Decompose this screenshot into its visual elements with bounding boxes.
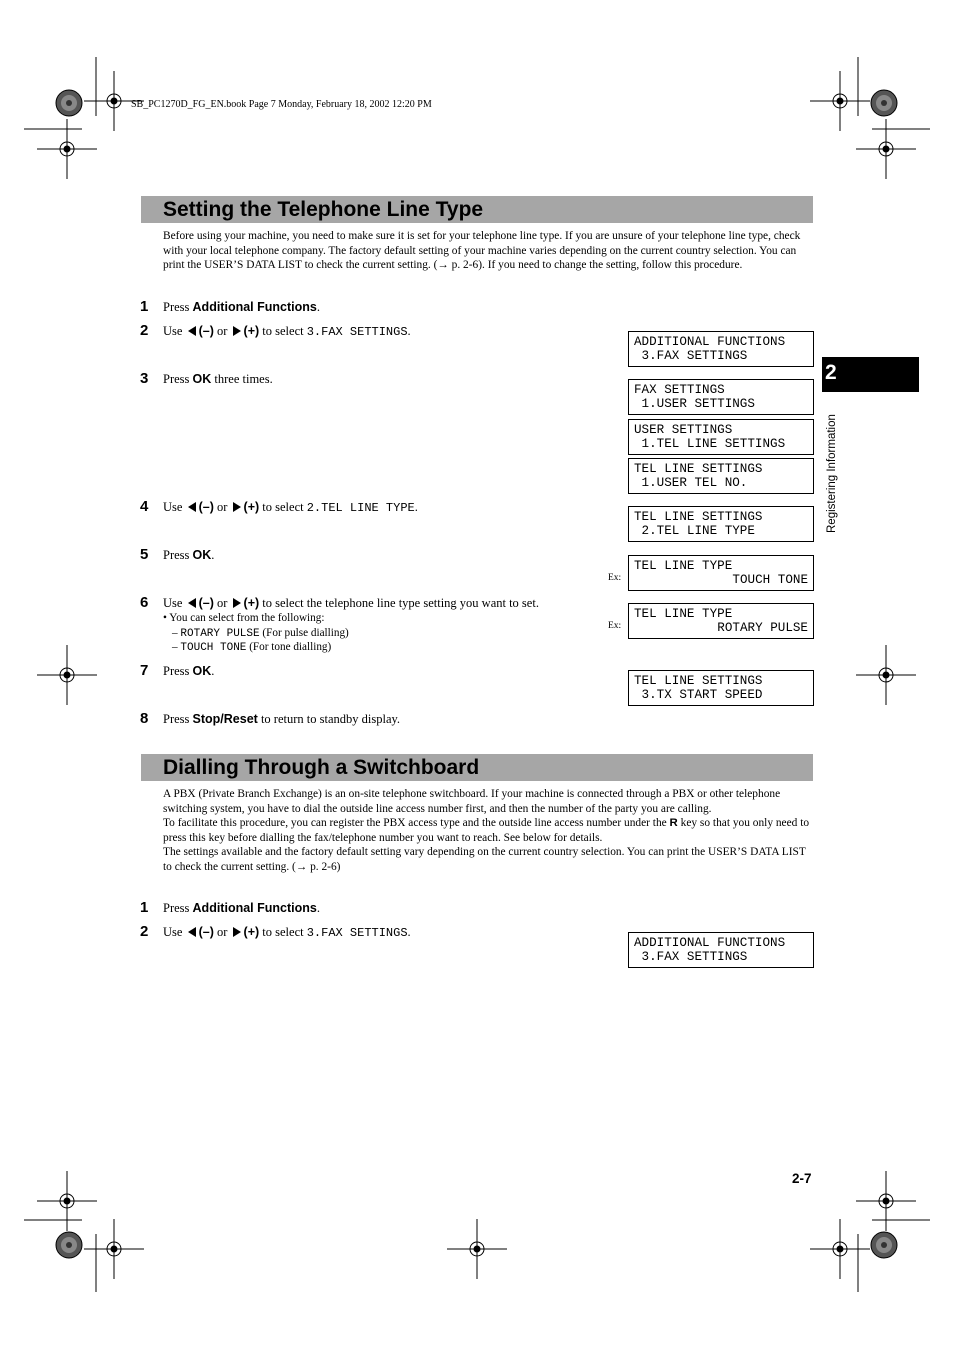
step-text: Press OK.: [163, 548, 215, 562]
color-target: [871, 90, 897, 116]
right-arrow-icon: [233, 927, 241, 937]
color-target: [56, 90, 82, 116]
step-number: 4: [140, 498, 149, 515]
crop-mark: [856, 1171, 916, 1231]
section-intro: [163, 787, 813, 874]
example-label: Ex:: [608, 573, 622, 583]
step-text: Use (–) or (+) to select 3.FAX SETTINGS.: [163, 324, 411, 339]
step-text: Press OK.: [163, 664, 215, 678]
crop-mark: [810, 71, 870, 131]
lcd-display: ADDITIONAL FUNCTIONS 3.FAX SETTINGS: [628, 331, 814, 367]
lcd-display: FAX SETTINGS 1.USER SETTINGS: [628, 379, 814, 415]
section-intro: [163, 229, 813, 273]
lcd-display: ADDITIONAL FUNCTIONS 3.FAX SETTINGS: [628, 932, 814, 968]
step-text: Use (–) or (+) to select 3.FAX SETTINGS.: [163, 925, 411, 940]
key-label: Stop/Reset: [192, 712, 258, 726]
menu-code: 3.FAX SETTINGS: [306, 325, 408, 339]
step-number: 1: [140, 298, 149, 315]
step-text: Press OK three times.: [163, 372, 273, 386]
section-title: Dialling Through a Switchboard: [163, 756, 480, 779]
step-number: 6: [140, 594, 149, 611]
section-header-bar: [141, 754, 813, 781]
section-header-bar: [141, 196, 813, 223]
menu-code: 3.FAX SETTINGS: [306, 926, 408, 940]
crop-mark: [37, 1171, 97, 1231]
crop-mark: [37, 645, 97, 705]
step-text: Use (–) or (+) to select the telephone line type setting you want to set.: [163, 596, 539, 610]
step-number: 5: [140, 546, 149, 563]
key-label: OK: [192, 664, 212, 678]
left-arrow-icon: [188, 502, 196, 512]
crop-mark: [856, 119, 916, 179]
left-arrow-icon: [188, 927, 196, 937]
chapter-tab: 2: [822, 357, 919, 392]
step-text: Press Additional Functions.: [163, 901, 320, 915]
key-label: Additional Functions: [192, 300, 317, 314]
color-target: [56, 1232, 82, 1258]
lcd-display: TEL LINE TYPE ROTARY PULSE: [628, 603, 814, 639]
step-number: 2: [140, 322, 149, 339]
key-label: OK: [192, 372, 212, 386]
step-text: Press Additional Functions.: [163, 300, 320, 314]
right-arrow-icon: [233, 326, 241, 336]
left-arrow-icon: [188, 598, 196, 608]
intro-text: A PBX (Private Branch Exchange) is an on-site telephone switchboard. If your machine is connected through a PBX or other telephone switching system, you have to dial the outside line access number first, and then the number of the party you are calling.: [163, 788, 781, 815]
menu-code: 2.TEL LINE TYPE: [306, 501, 415, 515]
intro-text: Before using your machine, you need to make sure it is set for your telephone line type. If you are unsure of your telephone line type, check with your local telephone company. The factory default setting of your machine varies depending on the current country selection. You can print the USER’S DATA LIST to check the current setting. (→ p. 2-6). If you need to change the setting, follow this procedure.: [163, 230, 801, 271]
step-text: Press Stop/Reset to return to standby display.: [163, 712, 401, 726]
intro-text: The settings available and the factory default setting vary depending on the current country selection. You can print the USER’S DATA LIST to check the current setting. (→ p. 2-6): [163, 846, 806, 873]
option-touch: – TOUCH TONE (For tone dialling): [172, 641, 332, 654]
intro-text: To facilitate this procedure, you can register the PBX access type and the outside line access number under the R key so that you only need to press this key before dialling the fax/telephone number you want to reach. See below for details.: [163, 817, 810, 844]
step-number: 1: [140, 899, 149, 916]
lcd-display: TEL LINE SETTINGS 3.TX START SPEED: [628, 670, 814, 706]
step-number: 8: [140, 710, 149, 727]
lcd-display: TEL LINE SETTINGS 2.TEL LINE TYPE: [628, 506, 814, 542]
option-rotary: – ROTARY PULSE (For pulse dialling): [172, 627, 349, 640]
crop-mark: [447, 1219, 507, 1279]
step-number: 3: [140, 370, 149, 387]
step-number: 7: [140, 662, 149, 679]
crop-mark: [84, 1219, 144, 1279]
example-label: Ex:: [608, 621, 622, 631]
bullet-note: • You can select from the following:: [163, 612, 325, 624]
lcd-display: TEL LINE TYPE TOUCH TONE: [628, 555, 814, 591]
file-info-header: SB_PC1270D_FG_EN.book Page 7 Monday, February 18, 2002 12:20 PM: [131, 99, 432, 110]
crop-mark: [37, 119, 97, 179]
right-arrow-icon: [233, 598, 241, 608]
step-number: 2: [140, 923, 149, 940]
crop-mark: [810, 1219, 870, 1279]
right-arrow-icon: [233, 502, 241, 512]
color-target: [871, 1232, 897, 1258]
key-label: Additional Functions: [192, 901, 317, 915]
crop-mark: [856, 645, 916, 705]
step-text: Use (–) or (+) to select 2.TEL LINE TYPE.: [163, 500, 418, 515]
lcd-display: TEL LINE SETTINGS 1.USER TEL NO.: [628, 458, 814, 494]
section-title: Setting the Telephone Line Type: [163, 198, 484, 221]
page-number: 2-7: [792, 1171, 812, 1186]
key-label: OK: [192, 548, 212, 562]
chapter-side-label: Registering Information: [826, 414, 838, 533]
lcd-display: USER SETTINGS 1.TEL LINE SETTINGS: [628, 419, 814, 455]
key-label: R: [669, 817, 678, 829]
left-arrow-icon: [188, 326, 196, 336]
